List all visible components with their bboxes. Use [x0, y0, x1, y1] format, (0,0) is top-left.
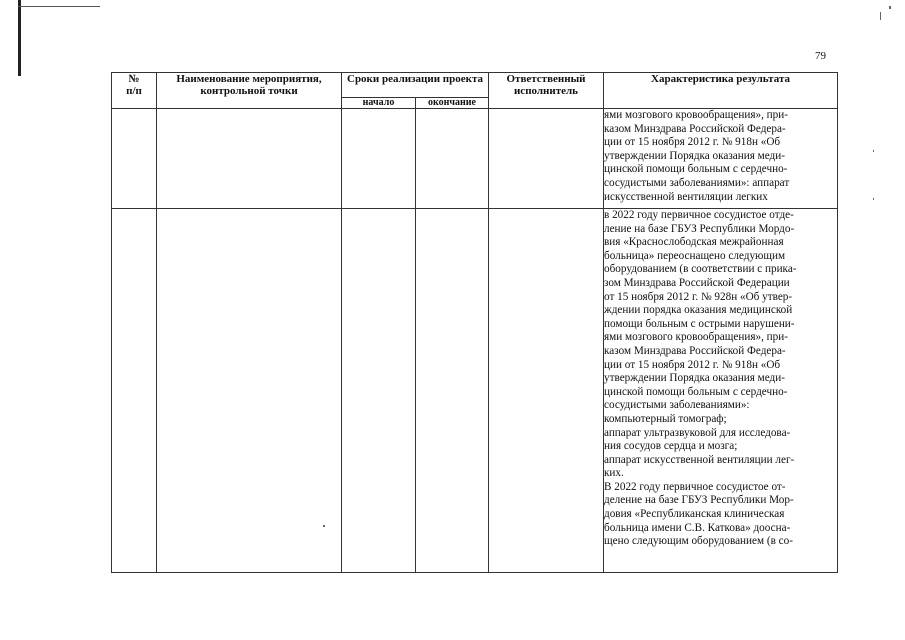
- cell-start: [342, 109, 416, 209]
- header-num-label: №: [128, 73, 140, 85]
- result-line: ции от 15 ноября 2012 г. № 918н «Об: [604, 358, 781, 371]
- scan-speck: [873, 198, 874, 200]
- result-line: ями мозгового кровообращения», при-: [604, 109, 788, 121]
- header-end: окончание: [416, 98, 489, 109]
- header-start: начало: [342, 98, 416, 109]
- table-row: [112, 109, 838, 209]
- cell-result: [604, 109, 838, 209]
- result-line: утверждении Порядка оказания меди-: [604, 372, 785, 385]
- result-line: помощи больным с острыми нарушени-: [604, 317, 795, 330]
- result-line: оборудованием (в соответствии с прика-: [604, 263, 797, 276]
- result-line: ление на базе ГБУЗ Республики Мордо-: [604, 222, 795, 235]
- cell-end: [416, 109, 489, 209]
- header-terms: Сроки реализации проекта: [342, 73, 489, 98]
- cell-start: [342, 209, 416, 573]
- result-line: ции от 15 ноября 2012 г. № 918н «Об: [604, 136, 781, 149]
- result-line: компьютерный томограф;: [604, 412, 727, 425]
- header-num-sub: п/п: [126, 85, 142, 97]
- header-row: [112, 73, 838, 98]
- cell-responsible: [489, 109, 604, 209]
- result-line: ждении порядка оказания медицинской: [604, 304, 793, 317]
- result-line: вия «Краснослободская межрайонная: [604, 236, 784, 249]
- cell-name: [157, 109, 342, 209]
- result-line: зом Минздрава Российской Федерации: [604, 276, 790, 289]
- header-responsible: Ответственный исполнитель: [489, 73, 604, 109]
- result-line: казом Минздрава Российской Федера-: [604, 122, 786, 135]
- cell-responsible: [489, 209, 604, 573]
- result-line: больница имени С.В. Каткова» доосна-: [604, 521, 791, 534]
- result-line: утверждении Порядка оказания меди-: [604, 149, 785, 162]
- result-line: В 2022 году первичное сосудистое от-: [604, 480, 786, 493]
- result-line: искусственной вентиляции легких: [604, 190, 768, 203]
- result-line: казом Минздрава Российской Федера-: [604, 344, 786, 357]
- cell-name: [157, 209, 342, 573]
- result-line: деление на базе ГБУЗ Республики Мор-: [604, 494, 794, 507]
- scan-edge-top: [18, 6, 100, 7]
- header-num: [112, 73, 157, 109]
- result-line: щено следующим оборудованием (в со-: [604, 535, 793, 548]
- scan-edge-left: [18, 0, 21, 76]
- table-row: [112, 209, 838, 573]
- measures-table: [111, 72, 838, 573]
- scan-speck: [873, 150, 874, 152]
- result-line: ями мозгового кровообращения», при-: [604, 331, 788, 344]
- header-result: Характеристика результата: [604, 73, 838, 109]
- result-line: сосудистыми заболеваниями»: аппарат: [604, 176, 790, 189]
- scan-speck: [889, 6, 891, 9]
- result-line: сосудистыми заболеваниями»:: [604, 399, 750, 412]
- cell-end: [416, 209, 489, 573]
- header-name: Наименование мероприятия, контрольной точки: [157, 73, 342, 109]
- result-line: цинской помощи больным с сердечно-: [604, 163, 788, 176]
- scan-speck: [880, 12, 881, 20]
- result-line: в 2022 году первичное сосудистое отде-: [604, 209, 794, 221]
- cell-num: [112, 109, 157, 209]
- result-line: цинской помощи больным с сердечно-: [604, 385, 788, 398]
- result-line: ких.: [604, 467, 624, 480]
- result-line: аппарат ультразвуковой для исследова-: [604, 426, 791, 439]
- result-line: ния сосудов сердца и мозга;: [604, 440, 738, 453]
- result-line: аппарат искусственной вентиляции лег-: [604, 453, 795, 466]
- page-number: 79: [815, 50, 826, 62]
- result-line: довия «Республиканская клиническая: [604, 508, 785, 521]
- cell-result: [604, 209, 838, 573]
- result-line: от 15 ноября 2012 г. № 928н «Об утвер-: [604, 290, 793, 303]
- cell-num: [112, 209, 157, 573]
- result-line: больница» переоснащено следующим: [604, 249, 786, 262]
